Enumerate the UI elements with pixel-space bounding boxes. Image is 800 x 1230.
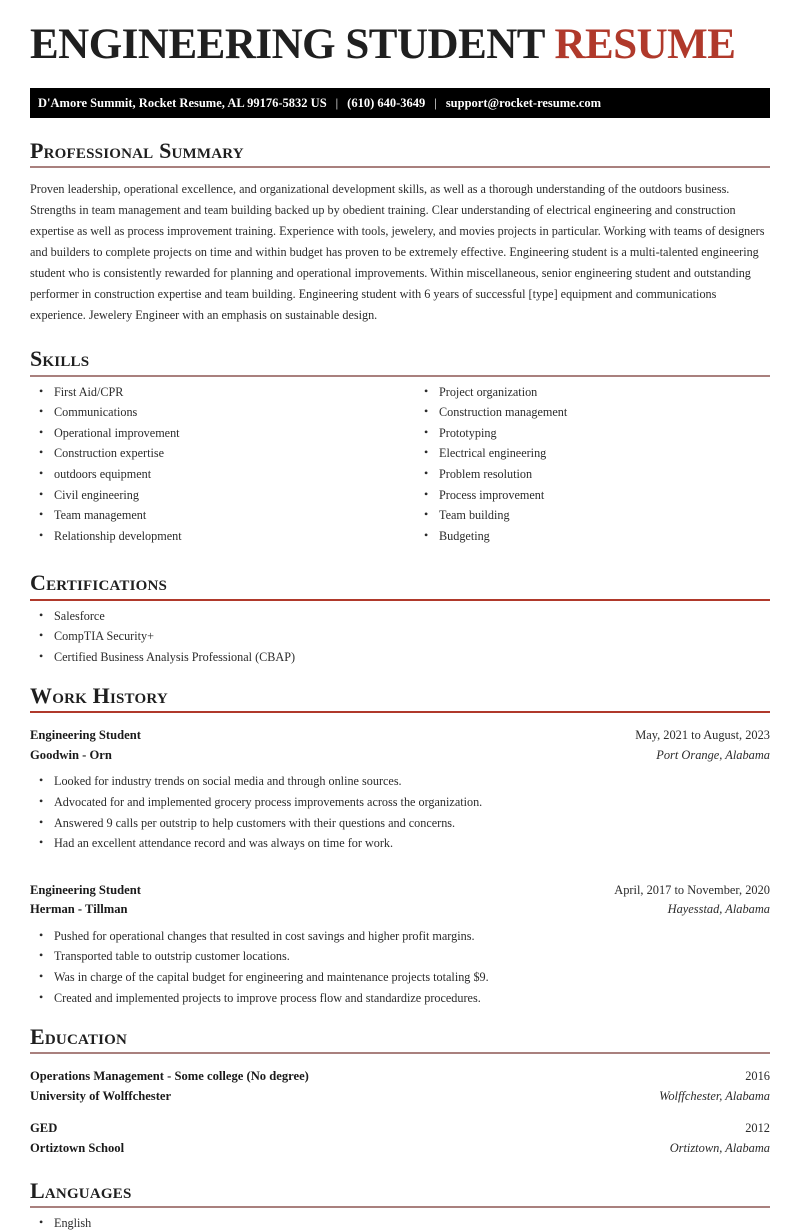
work-location: Port Orange, Alabama [656,747,770,762]
section-heading-work-history: Work History [30,683,168,709]
work-job-title: Engineering Student [30,882,141,897]
education-school: Ortiztown School [30,1140,125,1155]
section-certifications [30,570,770,663]
skills-list-left [30,386,400,542]
section-education [30,1024,770,1158]
list-item: • Electrical engineering [415,447,770,459]
skills-column-right [400,377,770,551]
work-entry-company-row [30,900,770,920]
work-job-title: Engineering Student [30,728,141,743]
work-company: Goodwin - Orn [30,747,112,762]
work-dates: May, 2021 to August, 2023 [635,728,770,743]
skills-list-right [415,386,770,542]
contact-bar [30,88,770,118]
education-degree-row [30,1067,770,1087]
section-divider-certifications [30,599,770,601]
education-school: University of Wolffchester [30,1088,172,1103]
list-item: • English [30,1217,770,1229]
list-item: • Salesforce [30,610,770,622]
list-item: • Construction management [415,406,770,418]
education-degree: GED [30,1121,58,1136]
list-item: • Budgeting [415,530,770,542]
section-skills [30,346,770,550]
languages-list [30,1217,770,1229]
section-divider-languages [30,1206,770,1208]
list-item: • Process improvement [415,489,770,501]
certifications-list [30,610,770,663]
education-degree-row [30,1119,770,1139]
work-location: Hayesstad, Alabama [667,902,770,917]
list-item: • Pushed for operational changes that resulted in cost savings and higher profit margins. [30,930,770,942]
professional-summary-text: Proven leadership, operational excellence, and organizational development skills, as well as a thorough understanding of the outdoors business. Strengths in team management and team building backed up by obedient training. Clear understanding of electrical engineering and construction expertise as well as process improvement training. Experience with tools, jewelery, and movies projects in particular. Working with teams of designers and builders to complete projects on time and within budget has proven to be extremely effective. Engineering student is a multi-talented engineering student who is consistently rewarded for planning and operational improvements. Within miscellaneous, senior engineering student and outstanding performer in construction expertise and team building. Engineering student with 6 years of successful [type] equipment and communications experience. Jewelery Engineer with an emphasis on sustainable design. [30,182,765,323]
list-item: • Civil engineering [30,489,400,501]
contact-email[interactable]: support@rocket-resume.com [445,95,602,110]
contact-separator-2: | [434,95,437,110]
list-item: • Answered 9 calls per outstrip to help customers with their questions and concerns. [30,817,770,829]
resume-title [30,0,770,67]
list-item: • Operational improvement [30,427,400,439]
section-heading-certifications: Certifications [30,570,168,596]
section-heading-skills: Skills [30,346,90,372]
contact-separator-1: | [335,95,339,110]
education-location: Wolffchester, Alabama [659,1088,770,1103]
section-heading-languages: Languages [30,1178,132,1204]
work-entry-title-row [30,726,770,746]
resume-title-accent: RESUME [554,21,736,68]
skills-column-left [30,377,400,551]
section-heading-professional-summary: Professional Summary [30,138,244,164]
work-entry-title-row [30,881,770,901]
work-history-entry [30,726,770,849]
education-entry [30,1119,770,1158]
work-entry-spacer [30,858,770,868]
education-degree: Operations Management - Some college (No degree) [30,1069,309,1084]
section-divider-work-history [30,711,770,713]
section-divider-professional-summary [30,166,770,168]
section-divider-education [30,1052,770,1054]
section-professional-summary [30,138,770,326]
list-item: • Prototyping [415,427,770,439]
list-item: • Was in charge of the capital budget for engineering and maintenance projects totaling $9. [30,971,770,983]
list-item: • Construction expertise [30,447,400,459]
section-heading-education: Education [30,1023,128,1049]
list-item: • Had an excellent attendance record and was always on time for work. [30,837,770,849]
resume-title-main: ENGINEERING STUDENT [30,21,545,68]
work-entry-company-row [30,746,770,766]
list-item: • outdoors equipment [30,468,400,480]
education-year: 2012 [745,1121,770,1136]
list-item: • Certified Business Analysis Professional (CBAP) [30,651,770,663]
list-item: • Transported table to outstrip customer locations. [30,950,770,962]
list-item: • Communications [30,406,400,418]
education-entry [30,1067,770,1106]
section-work-history [30,683,770,1004]
list-item: • Advocated for and implemented grocery process improvements across the organization. [30,796,770,808]
contact-address: D'Amore Summit, Rocket Resume, AL 99176-5832 US [38,95,327,110]
list-item: • Team building [415,509,770,521]
work-company: Herman - Tillman [30,902,128,917]
education-location: Ortiztown, Alabama [669,1140,770,1155]
education-school-row [30,1087,770,1107]
contact-phone[interactable]: (610) 640-3649 [347,95,426,110]
list-item: • Problem resolution [415,468,770,480]
education-year: 2016 [745,1069,770,1084]
list-item: • Looked for industry trends on social media and through online sources. [30,775,770,787]
education-school-row [30,1139,770,1159]
work-dates: April, 2017 to November, 2020 [614,882,770,897]
list-item: • Created and implemented projects to improve process flow and standardize procedures. [30,992,770,1004]
list-item: • Team management [30,509,400,521]
work-bullets-list [30,930,770,1004]
section-languages [30,1178,770,1230]
list-item: • Project organization [415,386,770,398]
list-item: • First Aid/CPR [30,386,400,398]
list-item: • CompTIA Security+ [30,630,770,642]
skills-columns [30,377,770,551]
work-history-entry [30,881,770,1004]
list-item: • Relationship development [30,530,400,542]
work-bullets-list [30,775,770,849]
